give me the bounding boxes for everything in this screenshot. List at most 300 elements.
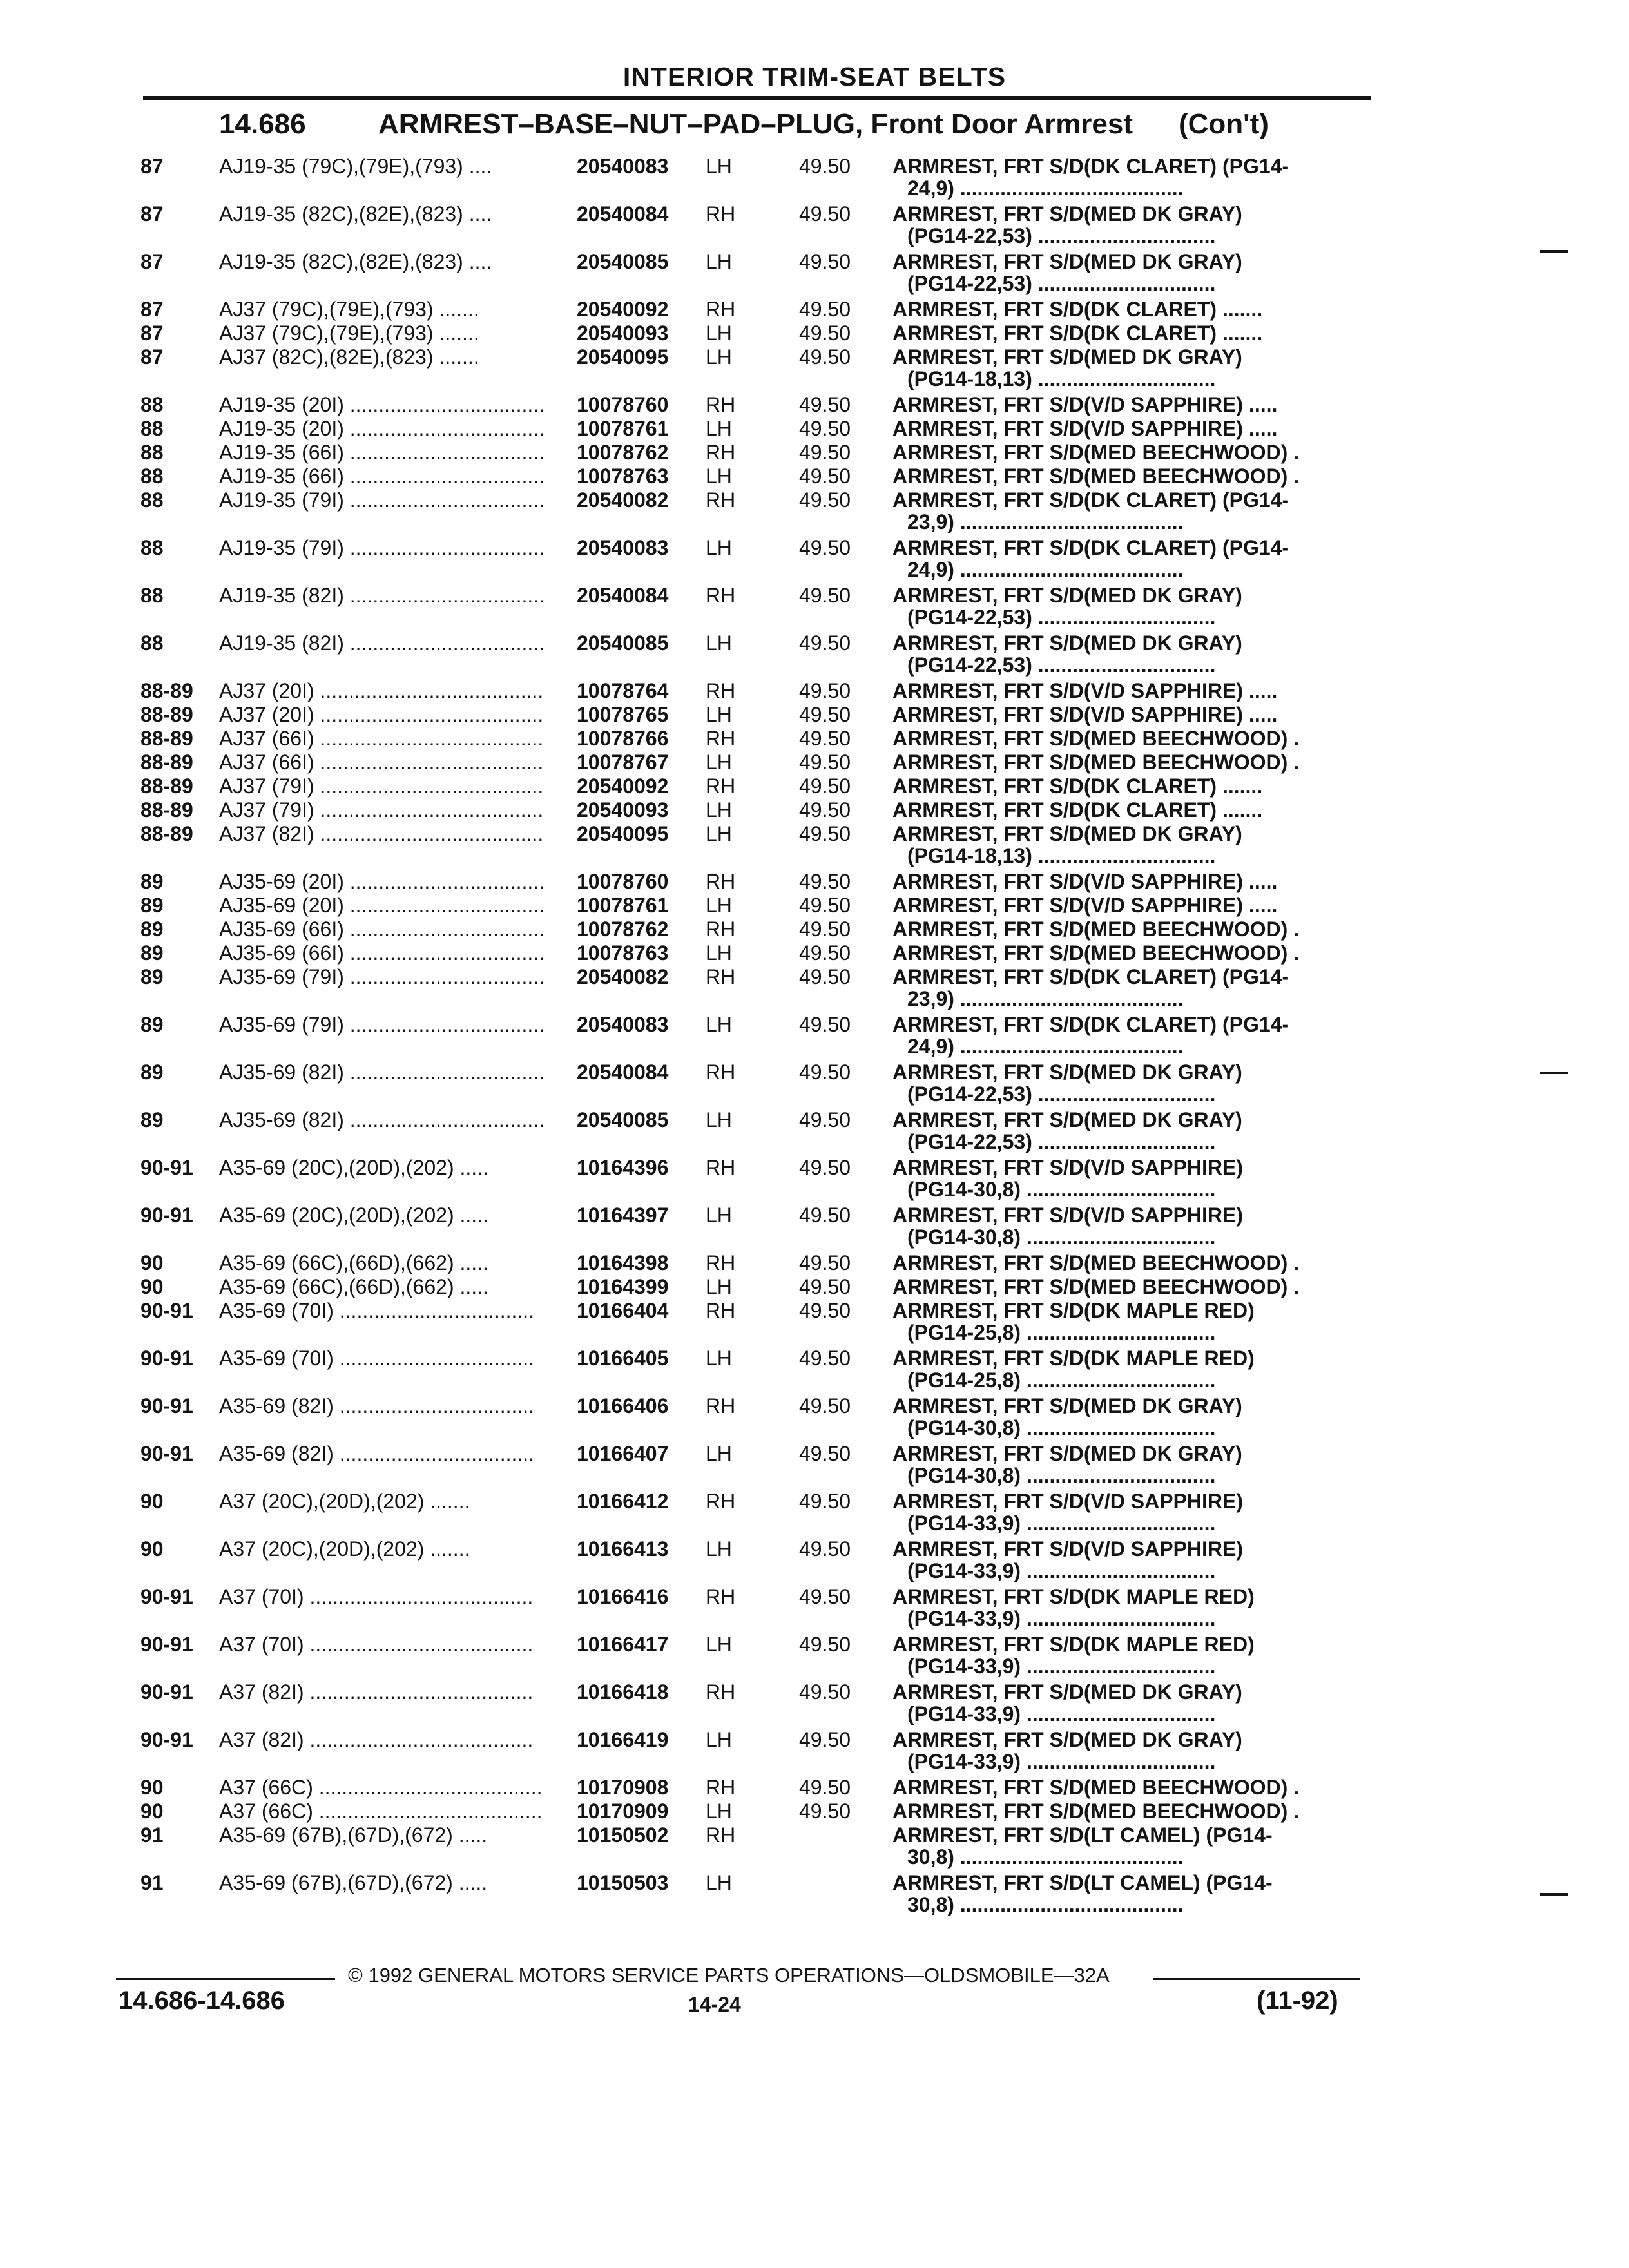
side: LH (706, 1108, 732, 1131)
description-continued: (PG14-22,53) ............................... (907, 224, 1216, 247)
description: ARMREST, FRT S/D(V/D SAPPHIRE) (892, 1204, 1244, 1227)
description: ARMREST, FRT S/D(DK CLARET) (PG14- (892, 536, 1289, 559)
description: ARMREST, FRT S/D(LT CAMEL) (PG14- (892, 1823, 1273, 1847)
description-continued: 23,9) ....................................... (907, 987, 1184, 1010)
part-number: 10078763 (577, 465, 669, 488)
description: ARMREST, FRT S/D(DK CLARET) ....... (892, 298, 1263, 321)
price: 49.50 (799, 322, 851, 345)
price: 49.50 (799, 155, 851, 178)
part-number: 20540082 (577, 488, 669, 512)
ref-number: 87 (140, 155, 164, 178)
price: 49.50 (799, 1251, 851, 1274)
part-number: 20540085 (577, 631, 669, 655)
model-code: AJ37 (79C),(79E),(793) ....... (219, 298, 479, 321)
ref-number: 90 (140, 1275, 164, 1298)
model-code: AJ35-69 (79I) .................................. (219, 1013, 545, 1036)
description: ARMREST, FRT S/D(MED DK GRAY) (892, 1394, 1242, 1418)
price: 49.50 (799, 894, 851, 917)
part-number: 10078761 (577, 417, 669, 440)
part-number: 10078762 (577, 441, 669, 464)
part-number: 20540093 (577, 322, 669, 345)
model-code: A35-69 (67B),(67D),(672) ..... (219, 1871, 488, 1894)
ref-number: 89 (140, 941, 164, 965)
footer-page-number: 14-24 (688, 1993, 741, 2016)
price: 49.50 (799, 298, 851, 321)
description: ARMREST, FRT S/D(DK MAPLE RED) (892, 1633, 1255, 1656)
price: 49.50 (799, 751, 851, 774)
description: ARMREST, FRT S/D(MED BEECHWOOD) . (892, 751, 1300, 774)
description: ARMREST, FRT S/D(V/D SAPPHIRE) ..... (892, 417, 1278, 440)
part-number: 10078760 (577, 870, 669, 893)
footer-rule-right (1153, 1978, 1360, 1980)
part-number: 10078762 (577, 918, 669, 941)
ref-number: 90-91 (140, 1347, 193, 1370)
part-number: 10166418 (577, 1680, 669, 1704)
side: RH (706, 441, 736, 464)
part-number: 10078763 (577, 941, 669, 965)
side: LH (706, 1633, 732, 1656)
description-continued: (PG14-33,9) ................................. (907, 1702, 1216, 1725)
side: LH (706, 894, 732, 917)
description-continued: (PG14-33,9) ................................. (907, 1559, 1216, 1582)
side: RH (706, 1823, 736, 1847)
side: LH (706, 1871, 732, 1894)
part-number: 20540095 (577, 822, 669, 845)
side: RH (706, 584, 736, 607)
description: ARMREST, FRT S/D(MED BEECHWOOD) . (892, 1776, 1300, 1799)
side: LH (706, 1728, 732, 1751)
model-code: AJ19-35 (82C),(82E),(823) .... (219, 250, 492, 273)
side: RH (706, 774, 736, 798)
description: ARMREST, FRT S/D(V/D SAPPHIRE) ..... (892, 703, 1278, 726)
side: LH (706, 941, 732, 965)
description: ARMREST, FRT S/D(MED DK GRAY) (892, 631, 1242, 655)
price: 49.50 (799, 1800, 851, 1823)
side: RH (706, 965, 736, 988)
description: ARMREST, FRT S/D(MED BEECHWOOD) . (892, 1251, 1300, 1274)
side: RH (706, 1156, 736, 1179)
side: LH (706, 345, 732, 369)
price: 49.50 (799, 941, 851, 965)
ref-number: 88 (140, 536, 164, 559)
side: RH (706, 393, 736, 416)
side: LH (706, 631, 732, 655)
price: 49.50 (799, 1108, 851, 1131)
description: ARMREST, FRT S/D(DK MAPLE RED) (892, 1347, 1255, 1370)
price: 49.50 (799, 631, 851, 655)
description-continued: (PG14-22,53) ............................... (907, 606, 1216, 629)
part-number: 10164397 (577, 1204, 669, 1227)
part-number: 20540084 (577, 584, 669, 607)
price: 49.50 (799, 202, 851, 226)
description: ARMREST, FRT S/D(DK CLARET) ....... (892, 322, 1263, 345)
ref-number: 90 (140, 1537, 164, 1561)
side: LH (706, 250, 732, 273)
description: ARMREST, FRT S/D(DK CLARET) (PG14- (892, 965, 1289, 988)
price: 49.50 (799, 441, 851, 464)
description-continued: (PG14-33,9) ................................. (907, 1512, 1216, 1535)
side: RH (706, 1680, 736, 1704)
description: ARMREST, FRT S/D(DK CLARET) ....... (892, 798, 1263, 822)
model-code: AJ37 (20I) ....................................... (219, 679, 544, 702)
model-code: A35-69 (66C),(66D),(662) ..... (219, 1251, 488, 1274)
model-code: A35-69 (70I) .................................. (219, 1347, 535, 1370)
price: 49.50 (799, 1490, 851, 1513)
description-continued: (PG14-25,8) ................................. (907, 1369, 1216, 1392)
side: LH (706, 1347, 732, 1370)
part-number: 10166412 (577, 1490, 669, 1513)
part-number: 10078764 (577, 679, 669, 702)
price: 49.50 (799, 1537, 851, 1561)
side: RH (706, 1299, 736, 1322)
description: ARMREST, FRT S/D(V/D SAPPHIRE) ..... (892, 894, 1278, 917)
ref-number: 90-91 (140, 1633, 193, 1656)
description-continued: (PG14-30,8) ................................. (907, 1464, 1216, 1487)
description-continued: (PG14-30,8) ................................. (907, 1416, 1216, 1439)
description-continued: 30,8) ....................................... (907, 1893, 1184, 1916)
ref-number: 90-91 (140, 1442, 193, 1465)
model-code: A37 (20C),(20D),(202) ....... (219, 1490, 470, 1513)
ref-number: 87 (140, 322, 164, 345)
description: ARMREST, FRT S/D(MED DK GRAY) (892, 202, 1242, 226)
part-number: 10078761 (577, 894, 669, 917)
ref-number: 89 (140, 1108, 164, 1131)
price: 49.50 (799, 393, 851, 416)
ref-number: 90 (140, 1800, 164, 1823)
description-continued: (PG14-25,8) ................................. (907, 1321, 1216, 1344)
description-continued: (PG14-30,8) ................................. (907, 1225, 1216, 1249)
description: ARMREST, FRT S/D(DK CLARET) (PG14- (892, 488, 1289, 512)
ref-number: 88 (140, 393, 164, 416)
part-number: 10166416 (577, 1585, 669, 1608)
price: 49.50 (799, 703, 851, 726)
part-number: 10166419 (577, 1728, 669, 1751)
part-number: 10166407 (577, 1442, 669, 1465)
ref-number: 88 (140, 417, 164, 440)
part-number: 20540095 (577, 345, 669, 369)
model-code: AJ35-69 (66I) .................................. (219, 941, 545, 965)
price: 49.50 (799, 1442, 851, 1465)
side: LH (706, 155, 732, 178)
model-code: AJ19-35 (82I) .................................. (219, 584, 545, 607)
description: ARMREST, FRT S/D(MED BEECHWOOD) . (892, 465, 1300, 488)
ref-number: 90-91 (140, 1394, 193, 1418)
model-code: AJ19-35 (79I) .................................. (219, 488, 545, 512)
side: RH (706, 870, 736, 893)
model-code: AJ37 (79C),(79E),(793) ....... (219, 322, 479, 345)
description: ARMREST, FRT S/D(MED BEECHWOOD) . (892, 441, 1300, 464)
ref-number: 90-91 (140, 1204, 193, 1227)
price: 49.50 (799, 584, 851, 607)
model-code: AJ19-35 (82I) .................................. (219, 631, 545, 655)
part-number: 10078760 (577, 393, 669, 416)
ref-number: 90 (140, 1251, 164, 1274)
ref-number: 88 (140, 488, 164, 512)
part-number: 10164396 (577, 1156, 669, 1179)
part-number: 10166406 (577, 1394, 669, 1418)
margin-mark (1540, 1893, 1568, 1896)
price: 49.50 (799, 1776, 851, 1799)
ref-number: 87 (140, 250, 164, 273)
description: ARMREST, FRT S/D(MED DK GRAY) (892, 584, 1242, 607)
price: 49.50 (799, 1394, 851, 1418)
description-continued: (PG14-33,9) ................................. (907, 1655, 1216, 1678)
description: ARMREST, FRT S/D(V/D SAPPHIRE) ..... (892, 679, 1278, 702)
price: 49.50 (799, 250, 851, 273)
side: RH (706, 298, 736, 321)
part-number: 20540084 (577, 1061, 669, 1084)
part-number: 10078767 (577, 751, 669, 774)
price: 49.50 (799, 488, 851, 512)
price: 49.50 (799, 1633, 851, 1656)
price: 49.50 (799, 1275, 851, 1298)
description: ARMREST, FRT S/D(MED BEECHWOOD) . (892, 1275, 1300, 1298)
description-continued: (PG14-33,9) ................................. (907, 1750, 1216, 1773)
price: 49.50 (799, 536, 851, 559)
part-number: 10150503 (577, 1871, 669, 1894)
ref-number: 88-89 (140, 751, 193, 774)
price: 49.50 (799, 727, 851, 750)
section-continued: (Con't) (1179, 108, 1269, 140)
ref-number: 90 (140, 1490, 164, 1513)
section-number: 14.686 (219, 108, 306, 140)
description: ARMREST, FRT S/D(V/D SAPPHIRE) ..... (892, 870, 1278, 893)
model-code: AJ19-35 (66I) .................................. (219, 441, 545, 464)
price: 49.50 (799, 345, 851, 369)
ref-number: 90-91 (140, 1680, 193, 1704)
side: RH (706, 1490, 736, 1513)
part-number: 20540082 (577, 965, 669, 988)
side: LH (706, 1204, 732, 1227)
model-code: AJ37 (82I) ....................................... (219, 822, 544, 845)
model-code: AJ19-35 (20I) .................................. (219, 393, 545, 416)
ref-number: 88-89 (140, 727, 193, 750)
part-number: 10078765 (577, 703, 669, 726)
side: RH (706, 1251, 736, 1274)
description: ARMREST, FRT S/D(MED BEECHWOOD) . (892, 1800, 1300, 1823)
part-number: 20540084 (577, 202, 669, 226)
ref-number: 90-91 (140, 1728, 193, 1751)
price: 49.50 (799, 965, 851, 988)
part-number: 10170908 (577, 1776, 669, 1799)
part-number: 20540083 (577, 1013, 669, 1036)
side: RH (706, 1585, 736, 1608)
description: ARMREST, FRT S/D(DK MAPLE RED) (892, 1585, 1255, 1608)
side: RH (706, 727, 736, 750)
description: ARMREST, FRT S/D(LT CAMEL) (PG14- (892, 1871, 1273, 1894)
model-code: AJ37 (66I) ....................................... (219, 751, 544, 774)
ref-number: 88-89 (140, 822, 193, 845)
price: 49.50 (799, 465, 851, 488)
ref-number: 89 (140, 918, 164, 941)
ref-number: 87 (140, 345, 164, 369)
description-continued: (PG14-22,53) ............................... (907, 1130, 1216, 1153)
description-continued: 24,9) ....................................... (907, 1035, 1184, 1058)
part-number: 20540085 (577, 1108, 669, 1131)
side: RH (706, 679, 736, 702)
model-code: A37 (66C) ....................................... (219, 1800, 543, 1823)
section-title: ARMREST–BASE–NUT–PAD–PLUG, Front Door Armrest (378, 108, 1133, 140)
model-code: A35-69 (66C),(66D),(662) ..... (219, 1275, 488, 1298)
description: ARMREST, FRT S/D(MED BEECHWOOD) . (892, 918, 1300, 941)
price: 49.50 (799, 798, 851, 822)
side: LH (706, 1537, 732, 1561)
ref-number: 88-89 (140, 774, 193, 798)
description: ARMREST, FRT S/D(V/D SAPPHIRE) (892, 1156, 1244, 1179)
model-code: A35-69 (82I) .................................. (219, 1394, 535, 1418)
part-number: 10078766 (577, 727, 669, 750)
model-code: AJ37 (79I) ....................................... (219, 774, 544, 798)
model-code: AJ37 (66I) ....................................... (219, 727, 544, 750)
part-number: 10166417 (577, 1633, 669, 1656)
description: ARMREST, FRT S/D(DK MAPLE RED) (892, 1299, 1255, 1322)
model-code: A35-69 (20C),(20D),(202) ..... (219, 1204, 488, 1227)
part-number: 20540093 (577, 798, 669, 822)
part-number: 20540085 (577, 250, 669, 273)
description-continued: 24,9) ....................................... (907, 177, 1184, 200)
description: ARMREST, FRT S/D(DK CLARET) ....... (892, 774, 1263, 798)
margin-mark (1540, 1072, 1568, 1074)
side: LH (706, 1800, 732, 1823)
part-number: 10164399 (577, 1275, 669, 1298)
price: 49.50 (799, 1347, 851, 1370)
price: 49.50 (799, 1585, 851, 1608)
side: LH (706, 751, 732, 774)
part-number: 10170909 (577, 1800, 669, 1823)
ref-number: 88 (140, 584, 164, 607)
ref-number: 88 (140, 631, 164, 655)
description: ARMREST, FRT S/D(MED BEECHWOOD) . (892, 941, 1300, 965)
description-continued: 23,9) ....................................... (907, 510, 1184, 533)
model-code: AJ37 (82C),(82E),(823) ....... (219, 345, 479, 369)
description-continued: 24,9) ....................................... (907, 558, 1184, 581)
model-code: A37 (70I) ....................................... (219, 1585, 534, 1608)
ref-number: 90-91 (140, 1156, 193, 1179)
description: ARMREST, FRT S/D(MED DK GRAY) (892, 1442, 1242, 1465)
ref-number: 89 (140, 1013, 164, 1036)
model-code: AJ19-35 (82C),(82E),(823) .... (219, 202, 492, 226)
description-continued: (PG14-18,13) ............................... (907, 367, 1216, 390)
description-continued: (PG14-22,53) ............................... (907, 272, 1216, 295)
description: ARMREST, FRT S/D(MED BEECHWOOD) . (892, 727, 1300, 750)
price: 49.50 (799, 679, 851, 702)
model-code: AJ35-69 (20I) .................................. (219, 870, 545, 893)
side: RH (706, 1394, 736, 1418)
ref-number: 89 (140, 894, 164, 917)
description-continued: (PG14-22,53) ............................... (907, 1082, 1216, 1106)
model-code: A35-69 (82I) .................................. (219, 1442, 535, 1465)
model-code: A37 (82I) ....................................... (219, 1680, 534, 1704)
price: 49.50 (799, 1061, 851, 1084)
part-number: 10166404 (577, 1299, 669, 1322)
model-code: AJ19-35 (79I) .................................. (219, 536, 545, 559)
part-number: 20540083 (577, 155, 669, 178)
model-code: A35-69 (67B),(67D),(672) ..... (219, 1823, 488, 1847)
part-number: 20540092 (577, 298, 669, 321)
ref-number: 88-89 (140, 679, 193, 702)
description: ARMREST, FRT S/D(DK CLARET) (PG14- (892, 1013, 1289, 1036)
ref-number: 90-91 (140, 1299, 193, 1322)
ref-number: 91 (140, 1823, 164, 1847)
ref-number: 87 (140, 298, 164, 321)
side: LH (706, 1275, 732, 1298)
model-code: AJ19-35 (79C),(79E),(793) .... (219, 155, 492, 178)
model-code: A37 (82I) ....................................... (219, 1728, 534, 1751)
ref-number: 88 (140, 465, 164, 488)
description: ARMREST, FRT S/D(V/D SAPPHIRE) ..... (892, 393, 1278, 416)
side: LH (706, 822, 732, 845)
ref-number: 89 (140, 870, 164, 893)
footer-rule-left (116, 1978, 335, 1980)
model-code: A35-69 (20C),(20D),(202) ..... (219, 1156, 488, 1179)
price: 49.50 (799, 1013, 851, 1036)
description: ARMREST, FRT S/D(MED DK GRAY) (892, 1061, 1242, 1084)
description-continued: (PG14-18,13) ............................... (907, 844, 1216, 867)
ref-number: 90-91 (140, 1585, 193, 1608)
model-code: AJ37 (79I) ....................................... (219, 798, 544, 822)
part-number: 20540083 (577, 536, 669, 559)
price: 49.50 (799, 774, 851, 798)
header-rule (143, 96, 1371, 100)
footer-date-code: (11-92) (1257, 1986, 1338, 2015)
ref-number: 89 (140, 965, 164, 988)
ref-number: 87 (140, 202, 164, 226)
description-continued: (PG14-33,9) ................................. (907, 1607, 1216, 1630)
part-number: 10166405 (577, 1347, 669, 1370)
model-code: A35-69 (70I) .................................. (219, 1299, 535, 1322)
description: ARMREST, FRT S/D(MED DK GRAY) (892, 822, 1242, 845)
description: ARMREST, FRT S/D(V/D SAPPHIRE) (892, 1537, 1244, 1561)
ref-number: 91 (140, 1871, 164, 1894)
description: ARMREST, FRT S/D(MED DK GRAY) (892, 1680, 1242, 1704)
model-code: AJ19-35 (66I) .................................. (219, 465, 545, 488)
price: 49.50 (799, 1728, 851, 1751)
side: LH (706, 536, 732, 559)
footer-copyright: © 1992 GENERAL MOTORS SERVICE PARTS OPERATIONS—OLDSMOBILE—32A (348, 1964, 1110, 1986)
ref-number: 88-89 (140, 703, 193, 726)
description: ARMREST, FRT S/D(DK CLARET) (PG14- (892, 155, 1289, 178)
part-number: 10150502 (577, 1823, 669, 1847)
side: LH (706, 465, 732, 488)
model-code: A37 (70I) ....................................... (219, 1633, 534, 1656)
side: RH (706, 1776, 736, 1799)
ref-number: 90 (140, 1776, 164, 1799)
price: 49.50 (799, 417, 851, 440)
model-code: AJ35-69 (20I) .................................. (219, 894, 545, 917)
ref-number: 88-89 (140, 798, 193, 822)
model-code: A37 (66C) ....................................... (219, 1776, 543, 1799)
side: RH (706, 488, 736, 512)
price: 49.50 (799, 1156, 851, 1179)
model-code: AJ19-35 (20I) .................................. (219, 417, 545, 440)
description: ARMREST, FRT S/D(MED DK GRAY) (892, 1728, 1242, 1751)
side: RH (706, 918, 736, 941)
description-continued: 30,8) ....................................... (907, 1845, 1184, 1869)
side: LH (706, 417, 732, 440)
model-code: AJ37 (20I) ....................................... (219, 703, 544, 726)
price: 49.50 (799, 918, 851, 941)
header-title: INTERIOR TRIM-SEAT BELTS (622, 62, 1007, 91)
footer-section-range: 14.686-14.686 (119, 1986, 285, 2015)
side: RH (706, 1061, 736, 1084)
margin-mark (1540, 250, 1568, 253)
side: RH (706, 202, 736, 226)
description-continued: (PG14-30,8) ................................. (907, 1178, 1216, 1201)
ref-number: 88 (140, 441, 164, 464)
part-number: 10164398 (577, 1251, 669, 1274)
model-code: AJ35-69 (79I) .................................. (219, 965, 545, 988)
description-continued: (PG14-22,53) ............................... (907, 653, 1216, 677)
